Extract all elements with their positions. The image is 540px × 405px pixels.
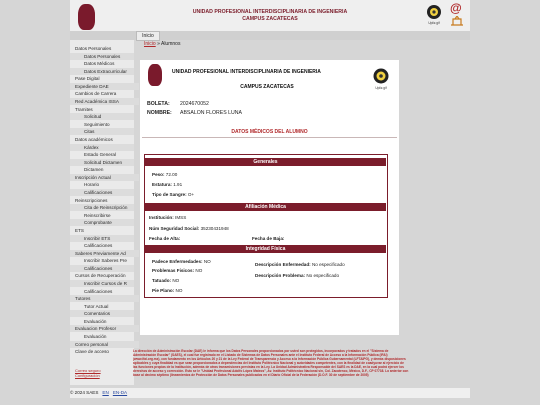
sidebar-item[interactable]: Inscribir Cursos de R bbox=[70, 280, 134, 287]
sidebar-item[interactable]: ETS bbox=[75, 227, 84, 233]
sidebar-item[interactable]: Clave de acceso bbox=[75, 349, 109, 355]
desc-enf-value: No especificado bbox=[311, 262, 345, 267]
sidebar-item[interactable]: Reinscribirse bbox=[84, 212, 111, 218]
sidebar-item[interactable]: Inscribir ETS bbox=[70, 235, 134, 242]
sidebar-item[interactable]: Calificaciones bbox=[70, 189, 134, 196]
sidebar-item[interactable]: Evaluación bbox=[84, 318, 107, 324]
breadcrumb-separator: » bbox=[155, 41, 161, 47]
desc-enf-label: Descripción Enfermedad: bbox=[255, 262, 311, 267]
desc-enf-row bbox=[255, 262, 345, 267]
sidebar-item[interactable]: Horario bbox=[84, 182, 100, 188]
sidebar-item[interactable]: Calificaciones bbox=[70, 265, 134, 272]
desc-prob-row bbox=[255, 273, 339, 278]
sidebar-item[interactable]: Tramites bbox=[75, 106, 93, 112]
padece-label: Padece Enfermedades: bbox=[152, 259, 203, 264]
upiiz-caption: Upiiz.gif bbox=[428, 21, 440, 25]
section-title: DATOS MÉDICOS DEL ALUMNO bbox=[231, 129, 308, 135]
sidebar-item[interactable]: Datos Médicos bbox=[84, 61, 115, 67]
sidebar-item[interactable]: Correo personal bbox=[70, 341, 139, 348]
privacy-notice: La dirección de Administración Escolar (DAE) le informa que los Datos Personales proporcionados por usted son protegidos, incorporados y tratados en el "Sistema de Administración Escolar" (SAES), el cual fue registrado en el Listado de Sistemas de Datos Personales ante el Instituto Federal de Acceso a la Información Pública (IFAI) (www.ifai.org.mx), con fundamento en los Artículos 20 y 21 de la Ley Federal de Transparencia y Acceso a la Información Pública Gubernamental (LFTAIPG), y demás disposiciones aplicables y cuya finalidad es que sean proporcionados a dependencias del Instituto Politécnico Nacional y autoridades competentes, con la finalidad de coadyuvar al ejercicio de las funciones propias de la Institución, además de otras transmisiones previstas en la Ley. La Unidad Administrativa Responsable del SAES es la DAE, en la cual podrá ejercer los derechos de acceso y corrección. Esto se le "Unidad Profesional Adolfo López Mateos", Av. Instituto Politécnico Nacional s/n, Col. Zacatenco, México, D.F., CP 07738. Lo anterior con base al decimo séptimo (lineamientos de Protección de Datos Personales publicados en el Diario Oficial de la Federación (D.O.F. 30 de septiembre de 2005) bbox=[133, 349, 409, 377]
sidebar-item[interactable]: Saberes Previamente Ad bbox=[70, 250, 139, 257]
baja-label: Fecha de Baja: bbox=[252, 236, 285, 241]
institucion-row bbox=[149, 215, 186, 220]
upiiz-caption-panel: Upiiz.gif bbox=[375, 86, 387, 90]
sidebar-item[interactable]: Cursos de Recuperación bbox=[75, 273, 126, 279]
peso-label: Peso: bbox=[152, 172, 165, 177]
sidebar-item[interactable]: Inscribir Saberes Pre bbox=[84, 258, 127, 264]
afiliacion-header: Afiliación Médica bbox=[145, 203, 386, 211]
secure-mail-label: Correo seguro bbox=[75, 368, 101, 373]
sidebar-item[interactable]: Red Académica ISSA bbox=[70, 98, 139, 105]
nss-label: Núm Seguridad Social: bbox=[149, 226, 200, 231]
estatura-label: Estatura: bbox=[152, 182, 172, 187]
tatuado-value: NO bbox=[172, 278, 180, 283]
copyright: © 2024 SAES bbox=[70, 390, 99, 395]
sidebar-item[interactable]: Cambios de Carrera bbox=[75, 91, 117, 97]
pie-plano-value: NO bbox=[175, 288, 183, 293]
boleta-value: 2024670052 bbox=[180, 101, 209, 107]
sidebar-item[interactable]: Comentarios bbox=[70, 310, 134, 317]
lang-en-link[interactable]: EN bbox=[102, 390, 109, 395]
desc-prob-label: Descripción Problema: bbox=[255, 273, 306, 278]
sangre-label: Tipo de Sangre: bbox=[152, 192, 187, 197]
sidebar-item[interactable]: Calificaciones bbox=[84, 288, 113, 294]
tools-icon[interactable] bbox=[450, 16, 464, 26]
sidebar-item[interactable]: Datos Personales bbox=[75, 46, 112, 51]
estatura-value: 1.91 bbox=[173, 182, 183, 187]
nombre-value: ABSALON FLORES LUNA bbox=[180, 110, 242, 116]
tatuado-row bbox=[152, 278, 179, 283]
sidebar-item[interactable]: Evaluación bbox=[84, 334, 107, 340]
nombre-label: NOMBRE: bbox=[147, 110, 172, 116]
alta-row bbox=[149, 236, 180, 241]
header-title-line2: CAMPUS ZACATECAS bbox=[242, 16, 298, 22]
peso-row bbox=[152, 172, 177, 177]
panel-title-line2: CAMPUS ZACATECAS bbox=[240, 84, 294, 90]
padece-row bbox=[152, 259, 211, 264]
page-footer bbox=[70, 388, 470, 398]
institucion-value: IMSS bbox=[175, 215, 187, 220]
header-title-line1: UNIDAD PROFESIONAL INTERDISCIPLINARIA DE INGENIERIA bbox=[192, 9, 348, 15]
sidebar-item[interactable]: Datos académicos bbox=[75, 136, 113, 142]
sangre-row bbox=[152, 192, 194, 197]
sidebar-item[interactable]: Seguimiento bbox=[84, 121, 110, 127]
sidebar-item[interactable]: Citas bbox=[70, 128, 134, 135]
ipn-logo-panel bbox=[148, 64, 162, 86]
sidebar-item[interactable]: Calificaciones bbox=[84, 243, 113, 249]
breadcrumb bbox=[144, 41, 180, 47]
configuration-label: Configuración bbox=[75, 373, 100, 378]
nss-value: 35230431948 bbox=[200, 226, 229, 231]
breadcrumb-current: Alumnos bbox=[160, 41, 181, 47]
tab-inicio[interactable]: Inicio bbox=[136, 31, 160, 41]
problemas-value: NO bbox=[195, 268, 203, 273]
padece-value: NO bbox=[203, 259, 211, 264]
sidebar-item[interactable]: Datos Extracurricular bbox=[70, 68, 134, 75]
problemas-label: Problemas Fisicos: bbox=[152, 268, 195, 273]
lang-en-da-link[interactable]: EN-DA bbox=[112, 390, 128, 395]
baja-row bbox=[252, 236, 284, 241]
sidebar-item[interactable]: Estado General bbox=[84, 152, 116, 158]
estatura-row bbox=[152, 182, 182, 187]
integridad-header: Integridad Física bbox=[145, 245, 386, 253]
pie-plano-label: Pie Plano: bbox=[152, 288, 175, 293]
tab-bar bbox=[70, 31, 470, 40]
sidebar-item[interactable]: Evaluacion Profesor bbox=[70, 325, 139, 332]
sidebar-item[interactable]: Pase Digital bbox=[75, 76, 100, 82]
sidebar-item[interactable]: Tutores bbox=[70, 295, 139, 302]
upiiz-logo bbox=[424, 3, 444, 25]
sidebar-item[interactable]: Reinscripciones bbox=[75, 197, 108, 203]
sidebar-item[interactable]: Kárdex bbox=[70, 144, 134, 151]
sidebar-item[interactable]: Datos Personales bbox=[70, 53, 134, 60]
sidebar-item[interactable]: Expediente DAE bbox=[70, 83, 139, 90]
upiiz-logo-panel bbox=[370, 66, 392, 90]
sidebar-item[interactable]: Tutor Actual bbox=[84, 303, 109, 309]
sidebar-item[interactable]: Solicitud bbox=[70, 113, 134, 120]
boleta-label: BOLETA: bbox=[147, 101, 170, 107]
generales-header: Generales bbox=[145, 158, 386, 166]
sidebar-item[interactable]: Inscripción Actual bbox=[70, 174, 139, 181]
tatuado-label: Tatuado: bbox=[152, 278, 172, 283]
sidebar-menu bbox=[70, 40, 134, 385]
pie-plano-row bbox=[152, 288, 182, 293]
desc-prob-value: No especificado bbox=[306, 273, 340, 278]
ipn-logo bbox=[78, 4, 95, 30]
divider bbox=[142, 137, 397, 138]
sidebar-item[interactable]: Dictamen bbox=[84, 167, 104, 173]
peso-value: 72.00 bbox=[165, 172, 178, 177]
panel-title-line1: UNIDAD PROFESIONAL INTERDISCIPLINARIA DE INGENIERIA bbox=[172, 69, 321, 75]
secure-mail-link[interactable] bbox=[75, 368, 101, 378]
sidebar-item[interactable]: Cita de Reinscripción bbox=[70, 204, 134, 211]
breadcrumb-home[interactable]: Inicio bbox=[144, 41, 156, 47]
sangre-value: O+ bbox=[187, 192, 195, 197]
sidebar-item[interactable]: Solicitud Dictamen bbox=[70, 159, 134, 166]
nss-row bbox=[149, 226, 229, 231]
problemas-row bbox=[152, 268, 202, 273]
alta-label: Fecha de Alta: bbox=[149, 236, 181, 241]
institucion-label: Institución: bbox=[149, 215, 174, 220]
email-icon[interactable]: @ bbox=[450, 1, 462, 15]
sidebar-item[interactable]: Comprobante bbox=[70, 219, 134, 226]
